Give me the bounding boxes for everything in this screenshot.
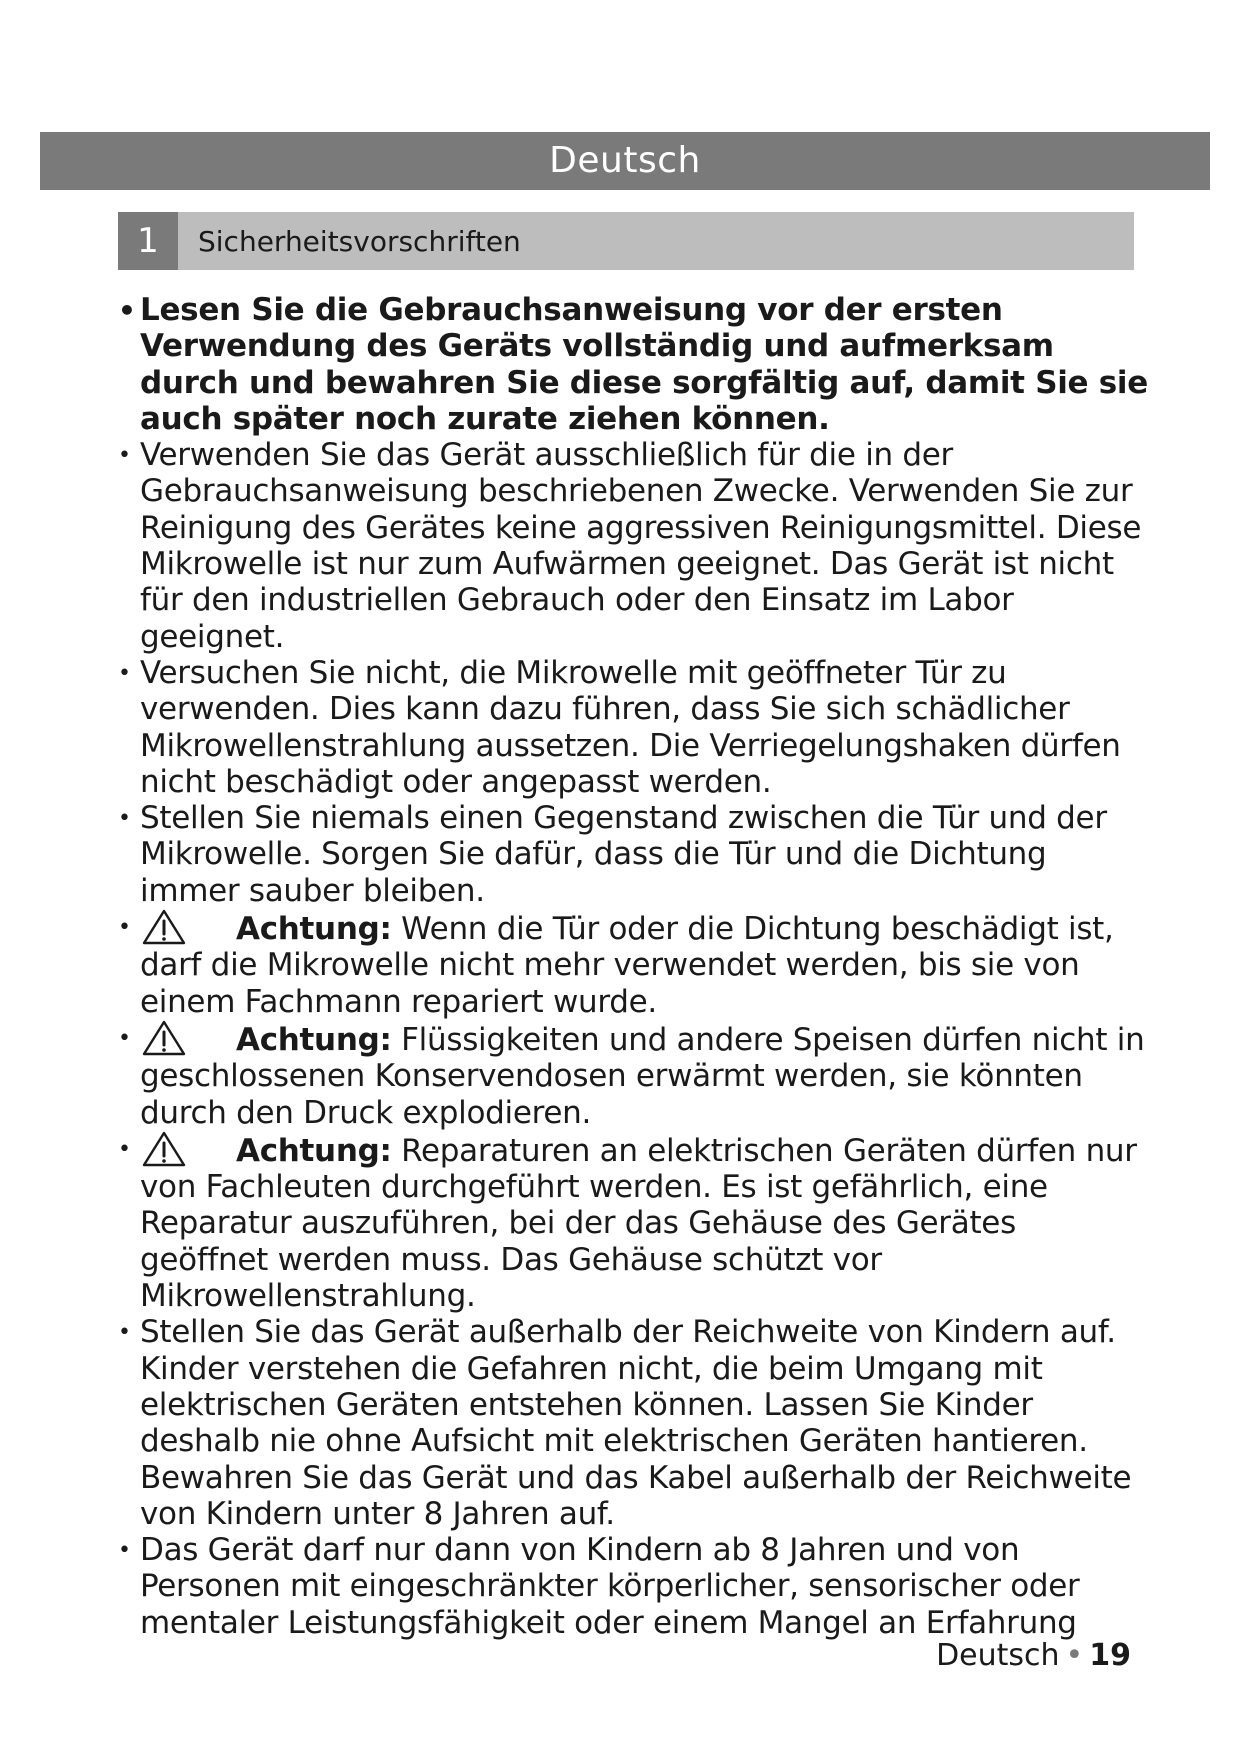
list-item bbox=[118, 1532, 1148, 1641]
item-text: Stellen Sie niemals einen Gegenstand zwischen die Tür und der Mikrowelle. Sorgen Sie dafür, dass die Tür und die Dichtung immer sauber bleiben. bbox=[140, 800, 1107, 909]
item-text: Lesen Sie die Gebrauchsanweisung vor der ersten Verwendung des Geräts vollständig und aufmerksam durch und bewahren Sie diese sorgfältig auf, damit Sie sie auch später noch zurate ziehen können. bbox=[140, 292, 1148, 437]
list-item bbox=[118, 800, 1148, 909]
bullet-icon: • bbox=[118, 660, 131, 686]
list-item bbox=[118, 437, 1148, 655]
page-footer bbox=[936, 1638, 1131, 1673]
item-text: Reparaturen an elektrischen Geräten dürfen nur von Fachleuten durchgeführt werden. Es ist gefährlich, eine Reparatur auszuführen, bei der das Gehäuse des Gerätes geöffnet werden muss. Das Gehäuse schützt vor Mikrowellenstrahlung. bbox=[140, 1132, 1137, 1315]
list-item bbox=[118, 1314, 1148, 1532]
warning-label: Achtung: bbox=[236, 1021, 392, 1058]
item-text: Versuchen Sie nicht, die Mikrowelle mit geöffneter Tür zu verwenden. Dies kann dazu führen, dass Sie sich schädlicher Mikrowellenstrahlung aussetzen. Die Verriegelungshaken dürfen nicht beschädigt oder angepasst werden. bbox=[140, 654, 1121, 800]
footer-separator: • bbox=[1065, 1638, 1084, 1673]
instruction-list bbox=[118, 292, 1148, 1641]
bullet-icon: • bbox=[118, 1136, 131, 1162]
list-item-warning bbox=[118, 909, 1148, 1020]
item-text: Stellen Sie das Gerät außerhalb der Reichweite von Kindern auf. Kinder verstehen die Gefahren nicht, die beim Umgang mit elektrischen Geräten entstehen können. Lassen Sie Kinder deshalb nie ohne Aufsicht mit elektrischen Geräten hantieren. Bewahren Sie das Gerät und das Kabel außerhalb der Reichweite von Kindern unter 8 Jahren auf. bbox=[140, 1314, 1132, 1532]
warning-label: Achtung: bbox=[236, 911, 392, 948]
bullet-icon: • bbox=[118, 294, 136, 327]
list-item-warning bbox=[118, 1131, 1148, 1314]
bullet-icon: • bbox=[118, 915, 131, 941]
language-header: Deutsch bbox=[40, 132, 1210, 190]
page-number: 19 bbox=[1089, 1638, 1131, 1673]
bullet-icon: • bbox=[118, 443, 131, 469]
footer-language: Deutsch bbox=[936, 1638, 1060, 1673]
bullet-icon: • bbox=[118, 806, 131, 832]
section-heading-bar bbox=[118, 212, 1134, 270]
bullet-icon: • bbox=[118, 1025, 131, 1051]
item-text: Flüssigkeiten und andere Speisen dürfen nicht in geschlossenen Konservendosen erwärmt werden, sie könnten durch den Druck explodieren. bbox=[140, 1021, 1145, 1131]
item-text: Das Gerät darf nur dann von Kindern ab 8 Jahren und von Personen mit eingeschränkter körperlicher, sensorischer oder mentaler Leistungsfähigkeit oder einem Mangel an Erfahrung bbox=[140, 1532, 1080, 1641]
bullet-icon: • bbox=[118, 1320, 131, 1346]
list-item bbox=[118, 655, 1148, 800]
list-item-warning bbox=[118, 1020, 1148, 1131]
warning-triangle-icon bbox=[142, 1131, 186, 1167]
warning-label: Achtung: bbox=[236, 1132, 392, 1169]
warning-triangle-icon bbox=[142, 909, 186, 945]
item-text: Wenn die Tür oder die Dichtung beschädigt ist, darf die Mikrowelle nicht mehr verwendet werden, bis sie von einem Fachmann repariert wurde. bbox=[140, 911, 1114, 1020]
section-number: 1 bbox=[118, 212, 178, 270]
list-item bbox=[118, 292, 1148, 437]
bullet-icon: • bbox=[118, 1538, 131, 1564]
safety-instructions bbox=[118, 292, 1148, 1641]
warning-triangle-icon bbox=[142, 1020, 186, 1056]
section-title: Sicherheitsvorschriften bbox=[198, 225, 521, 258]
item-text: Verwenden Sie das Gerät ausschließlich für die in der Gebrauchsanweisung beschriebenen Zwecke. Verwenden Sie zur Reinigung des Gerätes keine aggressiven Reinigungsmittel. Diese Mikrowelle ist nur zum Aufwärmen geeignet. Das Gerät ist nicht für den industriellen Gebrauch oder den Einsatz im Labor geeignet. bbox=[140, 437, 1142, 655]
